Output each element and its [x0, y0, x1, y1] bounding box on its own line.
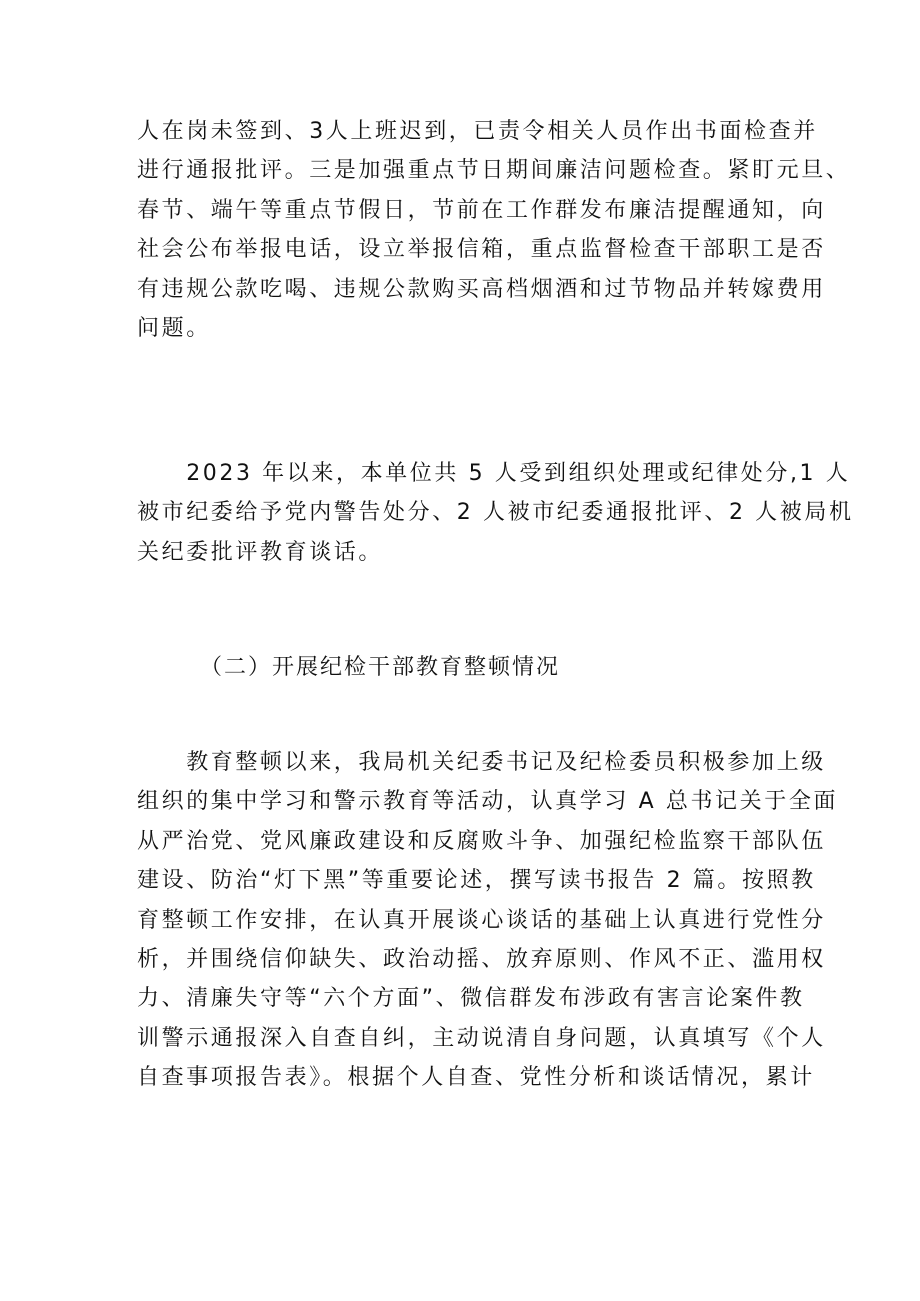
- paragraph-disciplinary-summary: [137, 454, 854, 572]
- text-line: 人在岗未签到、3人上班迟到，已责令相关人员作出书面检查并: [137, 119, 818, 144]
- text-line: 力、清廉失守等“六个方面”、微信群发布涉政有害言论案件教: [137, 986, 805, 1012]
- text-line: 训警示通报深入自查自纠，主动说清自身问题，认真填写《个人: [137, 1025, 826, 1051]
- text-line: 被市纪委给予党内警告处分、2 人被市纪委通报批评、2 人被局机: [137, 500, 854, 526]
- text-line: 建设、防治“灯下黑”等重要论述，撰写读书报告 2 篇。按照教: [137, 868, 816, 894]
- text-line: 教育整顿以来，我局机关纪委书记及纪检委员积极参加上级: [137, 750, 826, 775]
- paragraph-education-rectification: [137, 743, 839, 1098]
- text-line: 春节、端午等重点节假日，节前在工作群发布廉洁提醒通知，向: [137, 197, 826, 223]
- text-line: 有违规公款吃喝、违规公款购买高档烟酒和过节物品并转嫁费用: [137, 276, 826, 302]
- text-line: 问题。: [137, 316, 211, 342]
- paragraph-inspection: [137, 112, 851, 348]
- section-heading: （二）开展纪检干部教育整顿情况: [200, 655, 561, 680]
- text-line: 育整顿工作安排，在认真开展谈心谈话的基础上认真进行党性分: [137, 907, 826, 933]
- text-line: 自查事项报告表》。根据个人自查、党性分析和谈话情况，累计: [137, 1065, 815, 1091]
- text-line: 组织的集中学习和警示教育等活动，认真学习 A 总书记关于全面: [137, 789, 839, 815]
- text-line: 2023 年以来，本单位共 5 人受到组织处理或纪律处分,1 人: [137, 461, 851, 486]
- text-line: 从严治党、党风廉政建设和反腐败斗争、加强纪检监察干部队伍: [137, 828, 826, 854]
- text-line: 关纪委批评教育谈话。: [137, 539, 384, 565]
- text-line: 进行通报批评。三是加强重点节日期间廉洁问题检查。紧盯元旦、: [137, 158, 851, 184]
- text-line: 析，并围绕信仰缺失、政治动摇、放弃原则、作风不正、滥用权: [137, 947, 826, 973]
- text-line: 社会公布举报电话，设立举报信箱，重点监督检查干部职工是否: [137, 237, 826, 263]
